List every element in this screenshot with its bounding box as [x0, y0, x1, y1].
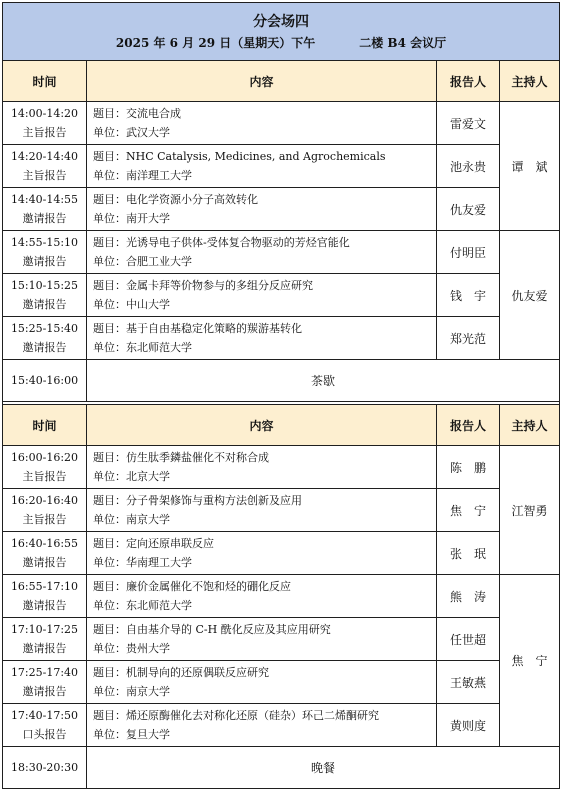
- talk-topic-line: [93, 577, 436, 596]
- talk-time: 15:25-15:40: [10, 322, 79, 335]
- topic-prefix: 题目：: [93, 666, 126, 679]
- table-row: [3, 704, 560, 747]
- talk-unit-line: [93, 639, 436, 658]
- unit-prefix: 单位：: [93, 169, 126, 182]
- topic-prefix: 题目：: [93, 150, 126, 163]
- talk-type: 主旨报告: [22, 169, 67, 182]
- talk-content-cell: [87, 489, 437, 532]
- talk-topic-line: [93, 534, 436, 553]
- speaker-name: 陈 鹏: [437, 446, 500, 489]
- talk-topic-line: [93, 233, 436, 252]
- talk-unit-line: [93, 596, 436, 615]
- talk-topic: 电化学资源小分子高效转化: [126, 193, 258, 206]
- table-row: [3, 145, 560, 188]
- table-row: [3, 618, 560, 661]
- talk-time: 17:10-17:25: [10, 623, 79, 636]
- unit-prefix: 单位：: [93, 685, 126, 698]
- talk-type: 邀请报告: [22, 298, 67, 311]
- talk-time-cell: [3, 575, 87, 618]
- table-row: [3, 231, 560, 274]
- dinner-label: 晚餐: [87, 747, 560, 789]
- talk-topic-line: [93, 663, 436, 682]
- topic-prefix: 题目：: [93, 709, 126, 722]
- talk-content-cell: [87, 575, 437, 618]
- speaker-name: 仇友爱: [437, 188, 500, 231]
- column-header-time: 时间: [3, 61, 87, 102]
- talk-time-cell: [3, 489, 87, 532]
- topic-prefix: 题目：: [93, 322, 126, 335]
- talk-topic: 烯还原酶催化去对称化还原（硅杂）环己二烯酮研究: [126, 709, 379, 722]
- talk-unit: 中山大学: [126, 298, 170, 311]
- talk-topic: 基于自由基稳定化策略的羰游基转化: [126, 322, 302, 335]
- talk-unit: 南京大学: [126, 513, 170, 526]
- speaker-name: 黄则度: [437, 704, 500, 747]
- topic-prefix: 题目：: [93, 279, 126, 292]
- talk-topic-line: [93, 147, 436, 166]
- talk-type: 邀请报告: [22, 599, 67, 612]
- table-row: [3, 102, 560, 145]
- talk-topic-line: [93, 104, 436, 123]
- column-header-speaker: 报告人: [437, 61, 500, 102]
- talk-time-cell: [3, 618, 87, 661]
- talk-type: 邀请报告: [22, 212, 67, 225]
- talk-unit: 南洋理工大学: [126, 169, 192, 182]
- dinner-time: 18:30-20:30: [3, 747, 87, 789]
- talk-topic: NHC Catalysis, Medicines, and Agrochemicals: [126, 150, 386, 163]
- talk-time: 14:20-14:40: [10, 150, 79, 163]
- talk-time: 14:55-15:10: [10, 236, 79, 249]
- talk-content-cell: [87, 317, 437, 360]
- talk-topic-line: [93, 319, 436, 338]
- talk-content-cell: [87, 704, 437, 747]
- unit-prefix: 单位：: [93, 513, 126, 526]
- talk-content-cell: [87, 102, 437, 145]
- talk-time: 16:20-16:40: [10, 494, 79, 507]
- host-name: 谭 斌: [500, 102, 560, 231]
- column-header-time: 时间: [3, 405, 87, 446]
- topic-prefix: 题目：: [93, 236, 126, 249]
- unit-prefix: 单位：: [93, 126, 126, 139]
- talk-unit: 南京大学: [126, 685, 170, 698]
- talk-time-cell: [3, 661, 87, 704]
- talk-unit-line: [93, 338, 436, 357]
- talk-time-cell: [3, 145, 87, 188]
- talk-time: 17:25-17:40: [10, 666, 79, 679]
- schedule-page: [2, 2, 559, 794]
- title-cell: [3, 3, 560, 61]
- talk-content-cell: [87, 231, 437, 274]
- talk-topic-line: [93, 190, 436, 209]
- date-venue-line: [3, 33, 559, 53]
- talk-content-cell: [87, 446, 437, 489]
- talk-topic: 自由基介导的 C-H 酰化反应及其应用研究: [126, 623, 331, 636]
- talk-topic: 仿生肽季鏻盐催化不对称合成: [126, 451, 269, 464]
- topic-prefix: 题目：: [93, 623, 126, 636]
- column-header-host: 主持人: [500, 61, 560, 102]
- table-row: [3, 661, 560, 704]
- topic-prefix: 题目：: [93, 537, 126, 550]
- unit-prefix: 单位：: [93, 298, 126, 311]
- table-row: [3, 188, 560, 231]
- talk-unit-line: [93, 252, 436, 271]
- tea-break-time: 15:40-16:00: [3, 360, 87, 402]
- session-venue: 二楼 B4 会议厅: [359, 35, 447, 50]
- talk-unit-line: [93, 123, 436, 142]
- table-row: [3, 575, 560, 618]
- speaker-name: 王敏燕: [437, 661, 500, 704]
- talk-content-cell: [87, 532, 437, 575]
- topic-prefix: 题目：: [93, 193, 126, 206]
- talk-topic: 交流电合成: [126, 107, 181, 120]
- page-title: 分会场四: [253, 13, 309, 30]
- topic-prefix: 题目：: [93, 494, 126, 507]
- table-row: [3, 532, 560, 575]
- unit-prefix: 单位：: [93, 341, 126, 354]
- talk-unit: 贵州大学: [126, 642, 170, 655]
- talk-topic-line: [93, 448, 436, 467]
- speaker-name: 焦 宁: [437, 489, 500, 532]
- talk-time-cell: [3, 317, 87, 360]
- speaker-name: 雷爱文: [437, 102, 500, 145]
- talk-time: 14:00-14:20: [10, 107, 79, 120]
- talk-content-cell: [87, 618, 437, 661]
- talk-unit-line: [93, 682, 436, 701]
- talk-unit-line: [93, 166, 436, 185]
- talk-time: 17:40-17:50: [10, 709, 79, 722]
- host-name: 仇友爱: [500, 231, 560, 360]
- column-header-content: 内容: [87, 405, 437, 446]
- talk-topic: 光诱导电子供体-受体复合物驱动的芳烃官能化: [126, 236, 350, 249]
- talk-time-cell: [3, 704, 87, 747]
- talk-topic: 定向还原串联反应: [126, 537, 214, 550]
- dinner-row: [3, 747, 560, 789]
- talk-unit: 东北师范大学: [126, 341, 192, 354]
- table-row: [3, 446, 560, 489]
- speaker-name: 钱 宇: [437, 274, 500, 317]
- talk-unit-line: [93, 510, 436, 529]
- talk-type: 邀请报告: [22, 642, 67, 655]
- talk-unit-line: [93, 209, 436, 228]
- talk-type: 主旨报告: [22, 513, 67, 526]
- talk-unit-line: [93, 553, 436, 572]
- talk-topic: 机制导向的还原偶联反应研究: [126, 666, 269, 679]
- title-row: [3, 3, 560, 61]
- speaker-name: 熊 涛: [437, 575, 500, 618]
- speaker-name: 郑光范: [437, 317, 500, 360]
- talk-topic: 廉价金属催化不饱和烃的硼化反应: [126, 580, 291, 593]
- host-name: 江智勇: [500, 446, 560, 575]
- talk-unit-line: [93, 725, 436, 744]
- talk-unit: 复旦大学: [126, 728, 170, 741]
- talk-time-cell: [3, 188, 87, 231]
- unit-prefix: 单位：: [93, 255, 126, 268]
- talk-unit-line: [93, 467, 436, 486]
- talk-content-cell: [87, 661, 437, 704]
- talk-unit: 北京大学: [126, 470, 170, 483]
- schedule-table: [2, 2, 560, 789]
- column-header-content: 内容: [87, 61, 437, 102]
- talk-unit-line: [93, 295, 436, 314]
- talk-unit: 合肥工业大学: [126, 255, 192, 268]
- talk-unit: 东北师范大学: [126, 599, 192, 612]
- talk-time: 16:40-16:55: [10, 537, 79, 550]
- talk-topic: 分子骨架修饰与重构方法创新及应用: [126, 494, 302, 507]
- speaker-name: 任世超: [437, 618, 500, 661]
- talk-time: 16:55-17:10: [10, 580, 79, 593]
- talk-time-cell: [3, 231, 87, 274]
- column-header-row: [3, 405, 560, 446]
- speaker-name: 张 珉: [437, 532, 500, 575]
- talk-topic-line: [93, 491, 436, 510]
- talk-unit: 华南理工大学: [126, 556, 192, 569]
- unit-prefix: 单位：: [93, 599, 126, 612]
- talk-time: 14:40-14:55: [10, 193, 79, 206]
- topic-prefix: 题目：: [93, 580, 126, 593]
- table-row: [3, 317, 560, 360]
- talk-type: 主旨报告: [22, 470, 67, 483]
- talk-type: 邀请报告: [22, 255, 67, 268]
- talk-unit: 南开大学: [126, 212, 170, 225]
- column-header-speaker: 报告人: [437, 405, 500, 446]
- column-header-host: 主持人: [500, 405, 560, 446]
- talk-type: 口头报告: [22, 728, 67, 741]
- unit-prefix: 单位：: [93, 470, 126, 483]
- talk-time-cell: [3, 102, 87, 145]
- talk-topic-line: [93, 706, 436, 725]
- talk-type: 邀请报告: [22, 556, 67, 569]
- topic-prefix: 题目：: [93, 107, 126, 120]
- talk-time: 15:10-15:25: [10, 279, 79, 292]
- talk-content-cell: [87, 145, 437, 188]
- table-row: [3, 274, 560, 317]
- talk-topic: 金属卡拜等价物参与的多组分反应研究: [126, 279, 313, 292]
- speaker-name: 池永贵: [437, 145, 500, 188]
- topic-prefix: 题目：: [93, 451, 126, 464]
- talk-type: 主旨报告: [22, 126, 67, 139]
- tea-break-row: [3, 360, 560, 402]
- talk-time-cell: [3, 274, 87, 317]
- talk-type: 邀请报告: [22, 685, 67, 698]
- talk-type: 邀请报告: [22, 341, 67, 354]
- talk-time: 16:00-16:20: [10, 451, 79, 464]
- unit-prefix: 单位：: [93, 728, 126, 741]
- unit-prefix: 单位：: [93, 212, 126, 225]
- talk-content-cell: [87, 188, 437, 231]
- talk-time-cell: [3, 446, 87, 489]
- tea-break-label: 茶歇: [87, 360, 560, 402]
- host-name: 焦 宁: [500, 575, 560, 747]
- unit-prefix: 单位：: [93, 642, 126, 655]
- speaker-name: 付明臣: [437, 231, 500, 274]
- column-header-row: [3, 61, 560, 102]
- talk-time-cell: [3, 532, 87, 575]
- talk-content-cell: [87, 274, 437, 317]
- unit-prefix: 单位：: [93, 556, 126, 569]
- session-date: 2025 年 6 月 29 日（星期天）下午: [115, 35, 316, 50]
- talk-topic-line: [93, 620, 436, 639]
- talk-topic-line: [93, 276, 436, 295]
- talk-unit: 武汉大学: [126, 126, 170, 139]
- table-row: [3, 489, 560, 532]
